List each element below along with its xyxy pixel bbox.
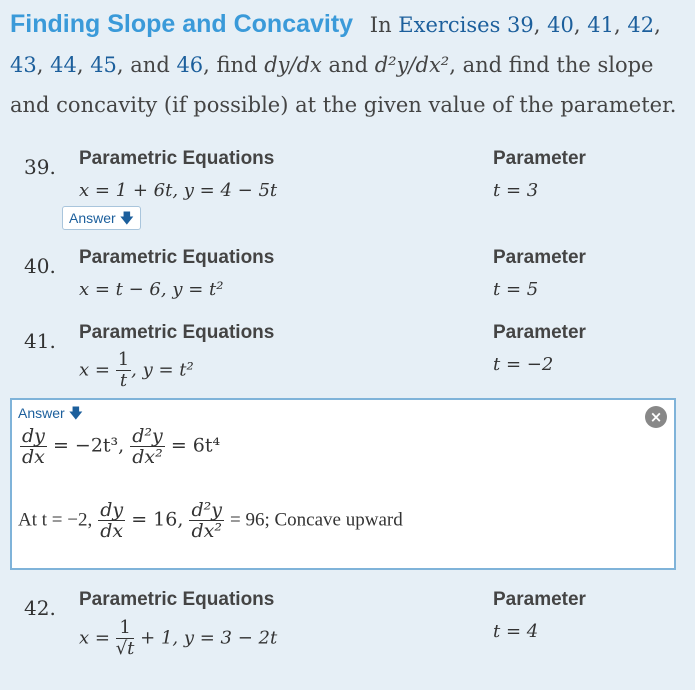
equation-part: x = [79,627,110,649]
section-heading: Finding Slope and Concavity [10,10,354,38]
exercise-number: 41. [24,329,56,353]
parametric-heading: Parametric Equations [79,148,275,169]
arrow-down-icon: 🡇 [68,405,83,421]
parameter-heading: Parameter [493,589,586,610]
intro-text: , and find the slope and concavity (if possible) at the given value of the parameter. [10,53,677,117]
numerator: d²y [132,425,163,447]
d2ydx2-fraction [189,500,224,541]
denominator: t [119,370,128,391]
parametric-equation: x = 1 + 6t, y = 4 − 5t [79,180,278,201]
numerator: dy [100,499,124,521]
denominator: dx² [132,446,163,468]
parametric-heading: Parametric Equations [79,322,275,343]
exercise-intro: Finding Slope and Concavity In Exercises 39, 40, 41, 42, 43, 44, 45, and 46, find dy/dx and d²y/dx², and find the slope and concavity (if possible) at the given value of the parameter. [10,10,677,117]
evaluation-line [18,500,403,541]
intro-text: and [321,53,375,77]
exercise-number: 42. [24,596,56,620]
numerator: dy [22,425,45,447]
equation-part: , y = t² [131,359,194,381]
answer-panel [10,398,676,570]
parameter-heading: Parameter [493,148,586,169]
exercise-link[interactable]: 44 [50,53,77,77]
exercise-link[interactable]: 40 [547,13,574,37]
parameter-value: t = −2 [493,354,554,375]
denominator: √t [115,638,135,659]
exercise-link[interactable]: Exercises 39 [398,13,534,37]
intro-text: In [369,13,399,37]
slope-value: = 16, [131,508,184,531]
numerator: d²y [191,499,222,521]
parameter-value: t = 3 [493,180,539,201]
concavity-result: = 96; Concave upward [230,509,403,531]
exercise-link[interactable]: 42 [627,13,655,37]
close-icon[interactable]: × [645,406,667,428]
parametric-equation: x = t − 6, y = t² [79,279,224,300]
fraction [116,618,135,659]
parametric-heading: Parametric Equations [79,589,275,610]
equation-part: x = [79,359,110,381]
exercise-number: 39. [24,155,56,179]
parametric-equation [79,618,277,659]
answer-button[interactable] [62,206,141,230]
parameter-value: t = 4 [493,621,539,642]
exercise-link[interactable]: 45 [90,53,117,77]
d2ydx2-fraction [130,426,165,467]
dydx-fraction [20,426,47,467]
parametric-heading: Parametric Equations [79,247,275,268]
evaluation-point: At t = −2, [18,509,93,531]
fraction [116,350,131,391]
denominator: dx [22,446,45,468]
parameter-heading: Parameter [493,247,586,268]
denominator: dx² [191,520,222,542]
d2ydx2-notation: d²y/dx² [374,53,450,77]
parametric-equation [79,350,194,391]
denominator: dx [100,520,124,542]
arrow-down-icon: 🡇 [119,210,134,226]
answer-button-label: Answer [69,210,116,226]
exercise-link[interactable]: 43 [10,53,37,77]
numerator: 1 [116,618,135,639]
exercise-link[interactable]: 41 [587,13,614,37]
answer-toggle[interactable] [18,403,83,427]
numerator: 1 [117,349,130,370]
first-derivative-value: = −2t³, [52,434,125,457]
exercise-link[interactable]: 46 [176,53,204,77]
dydx-notation: dy/dx [264,53,322,77]
exercise-number: 40. [24,254,56,278]
dydx-fraction [98,500,125,541]
equation-part: + 1, y = 3 − 2t [140,627,278,649]
intro-text: , find [203,53,265,77]
parameter-heading: Parameter [493,322,586,343]
answer-label: Answer [18,405,65,421]
second-derivative-value: = 6t⁴ [170,434,221,457]
derivative-line [20,426,220,467]
parameter-value: t = 5 [493,279,539,300]
